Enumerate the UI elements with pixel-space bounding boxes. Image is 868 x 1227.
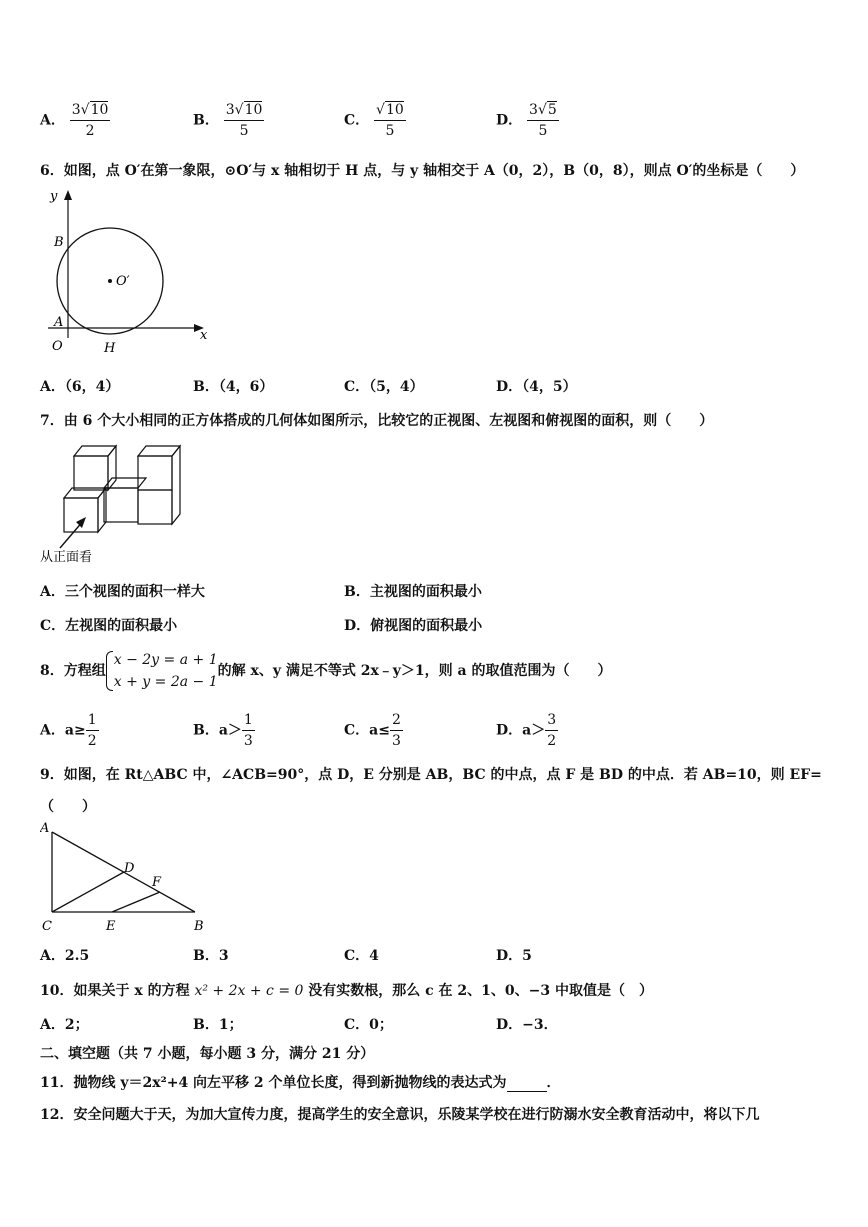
- q8-stem: 8．方程组 x − 2y = a + 1 x + y = 2a − 1 的解 x、y 满足不等式 2x﹣y＞1，则 a 的取值范围为（ ）: [40, 649, 612, 693]
- q10-stem: 10．如果关于 x 的方程 x² + 2x + c = 0 没有实数根，那么 c 在 2、1、0、−3 中取值是（ ）: [40, 983, 653, 999]
- q9-label-f: F: [152, 875, 162, 890]
- q6-label-a: A: [54, 315, 64, 330]
- q7-option-c: C．左视图的面积最小: [40, 618, 178, 634]
- q9-option-c: C．4: [344, 948, 379, 964]
- q5-option-a: A． $\frac{3√10}{2}$: [40, 102, 109, 139]
- q8-option-d: D．a＞ $\frac{3}{2}$: [496, 712, 557, 749]
- q12-stem: 12．安全问题大于天，为加大宣传力度，提高学生的安全意识，乐陵某学校在进行防溺水安全教育活动中，将以下几: [40, 1107, 760, 1123]
- q6-option-d: D．（4，5）: [496, 379, 577, 395]
- q7-figure-caption: 从正面看: [40, 550, 93, 565]
- q9-stem-cont: （ ）: [40, 799, 96, 815]
- q6-option-c: C．（5，4）: [344, 379, 424, 395]
- q9-option-b: B．3: [193, 948, 229, 964]
- q6-figure: [40, 186, 220, 356]
- q6-option-b: B．（4，6）: [193, 379, 274, 395]
- q7-figure: [40, 440, 190, 568]
- q9-stem: 9．如图，在 Rt△ABC 中，∠ACB=90°，点 D，E 分别是 AB，BC 的中点，点 F 是 BD 的中点．若 AB=10，则 EF=: [40, 767, 822, 783]
- q10-equation: x² + 2x + c = 0: [194, 983, 304, 999]
- q6-label-b: B: [54, 235, 64, 250]
- q7-option-a: A．三个视图的面积一样大: [40, 584, 205, 600]
- q7-option-b: B．主视图的面积最小: [344, 584, 482, 600]
- q9-option-a: A．2.5: [40, 948, 90, 964]
- q5-option-c: C． $\frac{√10}{5}$: [344, 102, 404, 139]
- q6-stem: 6．如图，点 O′在第一象限，⊙O′与 x 轴相切于 H 点，与 y 轴相交于 A（0，2），B（0，8），则点 O′的坐标是（ ）: [40, 163, 805, 179]
- q11-stem: 11．抛物线 y＝2x²+4 向左平移 2 个单位长度，得到新抛物线的表达式为 ．: [40, 1075, 561, 1091]
- q7-option-d: D．俯视图的面积最小: [344, 618, 483, 634]
- q5-c-fraction: $\frac{√10}{5}$: [376, 102, 404, 139]
- q6-label-y: y: [50, 189, 58, 204]
- q6-label-h: H: [104, 341, 116, 356]
- q9-label-d: D: [124, 861, 135, 876]
- q8-option-a: A．a≥ $\frac{1}{2}$: [40, 712, 97, 749]
- q9-label-c: C: [42, 919, 52, 934]
- q5-option-d: D． $\frac{3√5}{5}$: [496, 102, 557, 139]
- q6-label-o: O: [52, 339, 63, 354]
- section2-title: 二、填空题（共 7 小题，每小题 3 分，满分 21 分）: [40, 1046, 375, 1062]
- q9-label-e: E: [106, 919, 116, 934]
- q5-b-fraction: $\frac{3√10}{5}$: [225, 102, 263, 139]
- q10-option-d: D．−3．: [496, 1017, 558, 1033]
- q10-option-c: C．0；: [344, 1017, 393, 1033]
- q5-d-fraction: $\frac{3√5}{5}$: [529, 102, 557, 139]
- q7-stem: 7．由 6 个大小相同的正方体搭成的几何体如图所示，比较它的正视图、左视图和俯视图的面积，则（ ）: [40, 413, 714, 429]
- q8-option-b: B．a＞ $\frac{1}{3}$: [193, 712, 253, 749]
- q9-option-d: D．5: [496, 948, 532, 964]
- q9-figure: [40, 820, 215, 938]
- q10-option-b: B．1；: [193, 1017, 243, 1033]
- q10-option-a: A．2；: [40, 1017, 89, 1033]
- q9-label-b: B: [194, 919, 204, 934]
- q5-a-fraction: $\frac{3√10}{2}$: [71, 102, 109, 139]
- q8-option-c: C．a≤ $\frac{2}{3}$: [344, 712, 401, 749]
- q9-label-a: A: [40, 821, 50, 836]
- q8-equation-system: x − 2y = a + 1 x + y = 2a − 1: [106, 649, 218, 693]
- q5-option-b: B． $\frac{3√10}{5}$: [193, 102, 263, 139]
- q6-label-x: x: [200, 328, 208, 343]
- q11-answer-blank[interactable]: [507, 1077, 547, 1092]
- q6-option-a: A．（6，4）: [40, 379, 120, 395]
- q6-label-center: O′: [116, 274, 130, 289]
